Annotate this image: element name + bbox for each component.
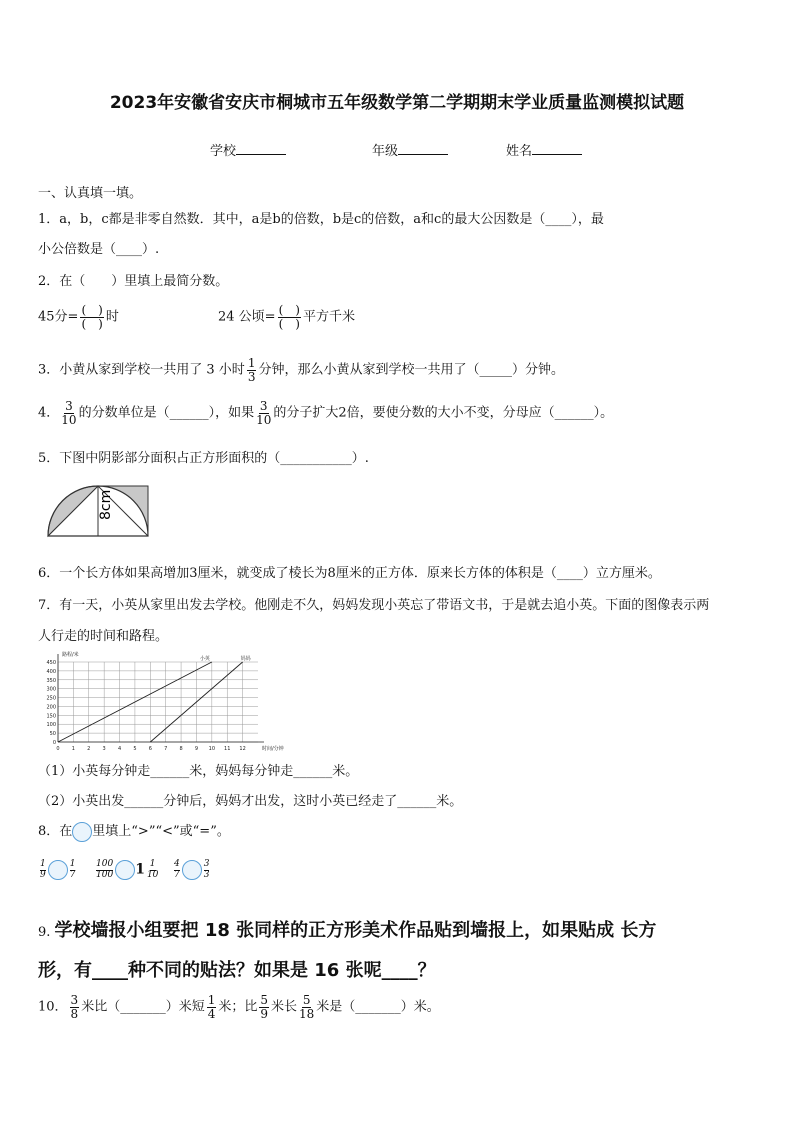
x-axis-label: 时间/分钟	[262, 746, 284, 752]
series-label: 妈妈	[240, 656, 251, 662]
question-9-line1: 9. 学校墙报小组要把 18 张同样的正方形美术作品贴到墙报上，如果贴成 长方	[38, 920, 657, 941]
y-tick-label: 450	[46, 660, 56, 666]
compare-item-2: $\frac{100}{100}$ 1 $\frac{1}{10}$	[96, 859, 159, 880]
y-tick-label: 300	[46, 686, 56, 693]
compare-circle-icon[interactable]	[182, 860, 202, 880]
x-tick-label: 4	[117, 746, 122, 752]
x-tick-label: 7	[164, 746, 168, 752]
x-tick-label: 1	[71, 746, 75, 752]
series-label: 小英	[199, 656, 210, 662]
y-tick-label: 0	[52, 740, 56, 746]
question-3: 3．小黄从家到学校一共用了 3 小时 $\frac{1}{3}$ 分钟，那么小黄从家到学校一共用了（_____）分钟。	[38, 356, 564, 384]
x-tick-label: 6	[148, 746, 152, 752]
question-7-sub1: （1）小英每分钟走______米，妈妈每分钟走______米。	[38, 764, 359, 779]
y-tick-label: 400	[46, 668, 56, 675]
question-7-line2: 人行走的时间和路程。	[38, 629, 169, 644]
y-tick-label: 350	[46, 677, 56, 684]
question-9-line2: 形，有____种不同的贴法？如果是 16 张呢____？	[38, 960, 436, 981]
x-tick-label: 10	[208, 746, 216, 752]
y-tick-label: 200	[46, 704, 56, 711]
compare-circle-icon	[72, 822, 92, 842]
x-tick-label: 8	[179, 746, 183, 752]
question-6: 6．一个长方体如果高增加3厘米，就变成了棱长为8厘米的正方体．原来长方体的体积是（____）立方厘米。	[38, 566, 661, 581]
y-tick-label: 250	[46, 695, 56, 702]
question-1-line1: 1．a，b，c都是非零自然数．其中，a是b的倍数，b是c的倍数，a和c的最大公因数是（____），最	[38, 212, 604, 227]
question-10: 10． $\frac{3}{8}$ 米比（_______）米短 $\frac{1}{4}$ 米；比 $\frac{5}{9}$ 米长 $\frac{5}{18}$ 米是（_______）米。	[38, 993, 440, 1021]
question-2: 2．在（ ）里填上最简分数。	[38, 274, 229, 289]
x-tick-label: 5	[133, 746, 137, 752]
question-7-line1: 7．有一天，小英从家里出发去学校。他刚走不久，妈妈发现小英忘了带语文书，于是就去追小英。下面的图像表示两	[38, 598, 710, 613]
question-1-line2: 小公倍数是（____）.	[38, 242, 160, 257]
question-8: 8．在 里填上“>”“<”或“=”。	[38, 820, 230, 842]
y-axis-label: 路程/米	[62, 652, 79, 658]
x-tick-label: 3	[102, 746, 106, 752]
question-5: 5．下图中阴影部分面积占正方形面积的（___________）.	[38, 451, 369, 466]
y-tick-label: 50	[49, 731, 56, 738]
name-field: 姓名	[506, 140, 582, 159]
compare-item-1: $\frac{1}{9}$ $\frac{1}{7}$	[40, 859, 76, 880]
x-tick-label: 12	[239, 746, 246, 752]
grade-field: 年级	[372, 140, 448, 159]
x-tick-label: 9	[194, 746, 199, 752]
distance-time-chart	[40, 646, 300, 756]
section-heading: 一、认真填一填。	[38, 186, 143, 201]
y-tick-label: 150	[46, 713, 56, 720]
x-tick-label: 0	[56, 746, 60, 752]
question-4: 4． $\frac{3}{10}$ 的分数单位是（______），如果 $\frac{3}{10}$ 的分子扩大2倍，要使分数的大小不变，分母应（______）。	[38, 399, 614, 427]
question-2-left: 45分= $\frac{( )}{( )}$ 时	[38, 303, 119, 331]
x-tick-label: 11	[224, 746, 231, 752]
compare-item-3: $\frac{4}{7}$ $\frac{3}{3}$	[174, 859, 210, 880]
page-title: 2023年安徽省安庆市桐城市五年级数学第二学期期末学业质量监测模拟试题	[109, 93, 685, 113]
question-7-sub2: （2）小英出发______分钟后，妈妈才出发，这时小英已经走了______米。	[38, 794, 463, 809]
school-field: 学校	[210, 140, 286, 159]
figure-label: 8cm	[98, 489, 114, 520]
question-2-right: 24 公顷= $\frac{( )}{( )}$ 平方千米	[218, 303, 355, 331]
semicircle-figure	[44, 484, 152, 540]
x-tick-label: 2	[87, 746, 91, 752]
compare-circle-icon[interactable]	[48, 860, 68, 880]
y-tick-label: 100	[46, 722, 56, 729]
compare-circle-icon[interactable]	[115, 860, 135, 880]
